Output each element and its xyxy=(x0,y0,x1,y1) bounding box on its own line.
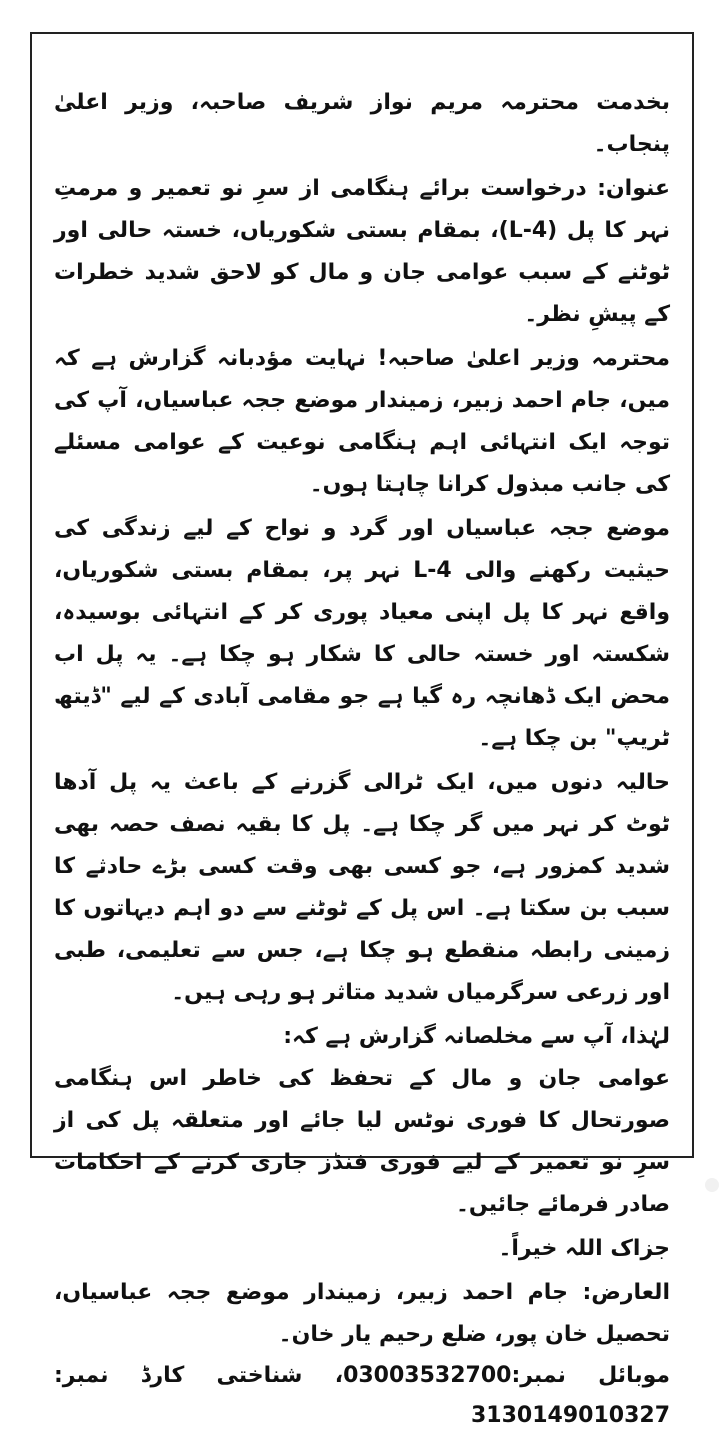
id-card-label: شناختی کارڈ نمبر: xyxy=(54,1363,303,1388)
id-card-number: 3130149010327 xyxy=(471,1403,670,1428)
incident-paragraph: حالیہ دنوں میں، ایک ٹرالی گزرنے کے باعث یہ پل آدھا ٹوٹ کر نہر میں گر چکا ہے۔ پل کا بقیہ نصف حصہ بھی شدید کمزور ہے، جو کسی بھی وقت کسی بڑے حادثے کا سبب بن سکتا ہے۔ اس پل کے ٹوٹنے سے دو اہم دیہاتوں کا زمینی رابطہ منقطع ہو چکا ہے، جس سے تعلیمی، طبی اور زرعی سرگرمیاں شدید متاثر ہو رہی ہیں۔ xyxy=(54,770,670,1005)
corner-watermark-icon xyxy=(705,1178,719,1192)
subject-line: عنوان: درخواست برائے ہنگامی از سرِ نو تعمیر و مرمتِ نہر کا پل (L-4)، بمقام بستی شکوریاں، خستہ حالی اور ٹوٹنے کے سبب عوامی جان و مال کو لاحق شدید خطرات کے پیشِ نظر۔ xyxy=(54,176,670,327)
mobile-number: 03003532700 xyxy=(343,1363,512,1388)
letter-body xyxy=(54,82,670,1438)
introduction-paragraph: محترمہ وزیر اعلیٰ صاحبہ! نہایت مؤدبانہ گزارش ہے کہ میں، جام احمد زبیر، زمیندار موضع ججہ عباسیاں، آپ کی توجہ ایک انتہائی اہم ہنگامی نوعیت کے عوامی مسئلے کی جانب مبذول کرانا چاہتا ہوں۔ xyxy=(54,346,670,497)
addressee-line: بخدمت محترمہ مریم نواز شریف صاحبہ، وزیر اعلیٰ پنجاب۔ xyxy=(54,90,670,157)
request-intro-line: لہٰذا، آپ سے مخلصانہ گزارش ہے کہ: xyxy=(283,1024,670,1049)
signature-line: العارض: جام احمد زبیر، زمیندار موضع ججہ عباسیاں، تحصیل خان پور، ضلع رحیم یار خان۔ xyxy=(54,1280,670,1347)
closing-line: جزاک اللہ خیراً۔ xyxy=(498,1236,670,1261)
contact-line: موبائل نمبر:03003532700، شناختی کارڈ نمبر:3130149010327 xyxy=(54,1356,670,1436)
request-paragraph: عوامی جان و مال کے تحفظ کی خاطر اس ہنگامی صورتحال کا فوری نوٹس لیا جائے اور متعلقہ پل کی از سرِ نو تعمیر کے لیے فوری فنڈز جاری کرنے کے احکامات صادر فرمائے جائیں۔ xyxy=(54,1066,670,1217)
mobile-label: موبائل نمبر: xyxy=(511,1363,671,1388)
bridge-condition-paragraph: موضع ججہ عباسیاں اور گرد و نواح کے لیے زندگی کی حیثیت رکھنے والی L-4 نہر پر، بمقام بستی شکوریاں، واقع نہر کا پل اپنی معیاد پوری کر کے انتہائی بوسیدہ، شکستہ اور خستہ حالی کا شکار ہو چکا ہے۔ یہ پل اب محض ایک ڈھانچہ رہ گیا ہے جو مقامی آبادی کے لیے "ڈیتھ ٹریپ" بن چکا ہے۔ xyxy=(54,516,671,751)
